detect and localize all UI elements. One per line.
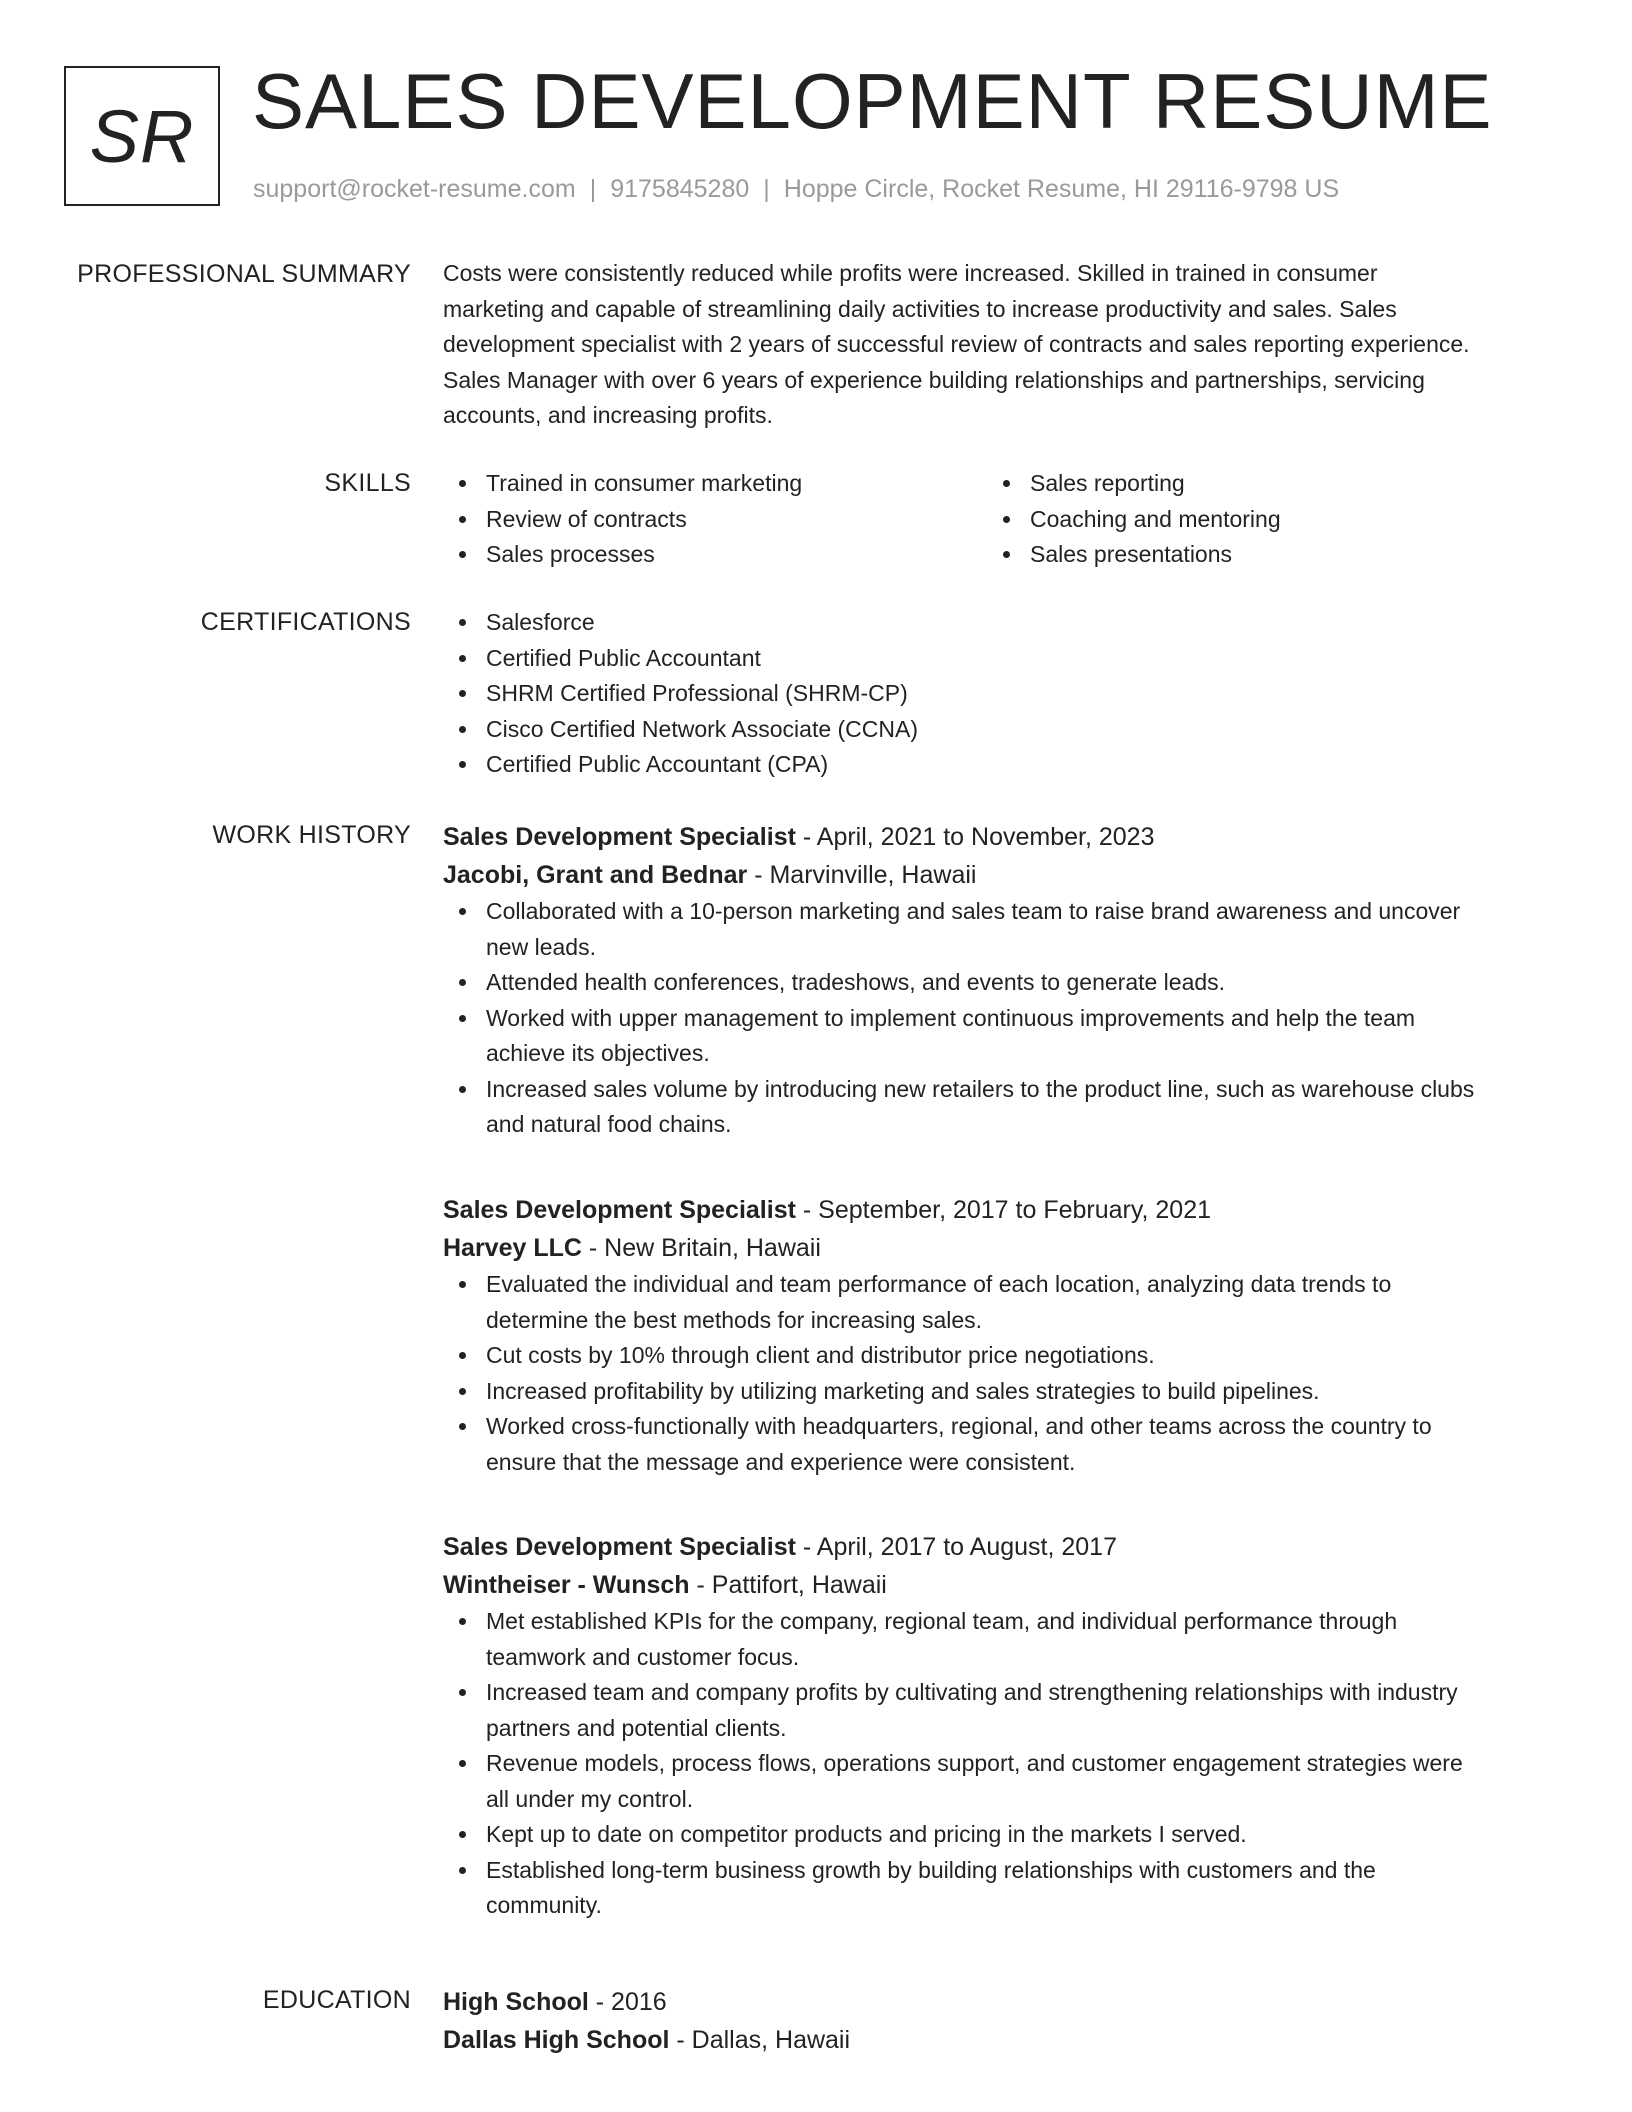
bullet-line: determine the best methods for increasing sales. — [486, 1306, 983, 1333]
job-company-line — [443, 856, 1563, 894]
job-location: - Pattifort, Hawaii — [689, 1571, 887, 1599]
contact-separator: | — [589, 175, 597, 203]
bullet-line: Cut costs by 10% through client and distributor price negotiations. — [486, 1342, 1155, 1368]
bullet-line: Increased team and company profits by cultivating and strengthening relationships with industry — [486, 1679, 1458, 1705]
education-school-line — [443, 2021, 1563, 2059]
job-entry — [443, 1528, 1563, 1924]
job-company: Harvey LLC — [443, 1234, 582, 1262]
section-label-work-history: WORK HISTORY — [212, 821, 411, 849]
education-location: - Dallas, Hawaii — [669, 2026, 851, 2054]
job-bullet — [443, 1604, 1563, 1675]
bullet-line: Attended health conferences, tradeshows, and events to generate leads. — [486, 969, 1226, 995]
monogram-text: SR — [89, 94, 195, 178]
skills-list-left — [443, 466, 987, 573]
section-label-summary: PROFESSIONAL SUMMARY — [77, 260, 411, 288]
education-school: Dallas High School — [443, 2026, 670, 2054]
job-dates: - April, 2017 to August, 2017 — [795, 1533, 1117, 1561]
job-entry — [443, 1191, 1563, 1480]
job-bullet — [443, 1001, 1563, 1072]
job-bullet — [443, 894, 1563, 965]
job-bullet — [443, 1853, 1563, 1924]
contact-address: Hoppe Circle, Rocket Resume, HI 29116-9798 US — [783, 175, 1340, 203]
bullet-line: partners and potential clients. — [486, 1714, 787, 1741]
job-dates: - September, 2017 to February, 2021 — [795, 1196, 1212, 1224]
job-bullet — [443, 1409, 1563, 1480]
job-title-line — [443, 818, 1563, 856]
job-company-line — [443, 1229, 1563, 1267]
bullet-line: Revenue models, process flows, operations support, and customer engagement strategies were — [486, 1750, 1463, 1776]
job-bullet-list — [443, 894, 1563, 1143]
job-bullet — [443, 1267, 1563, 1338]
resume-title: SALES DEVELOPMENT RESUME — [252, 57, 1493, 145]
skill-item: Sales reporting — [987, 466, 1531, 502]
summary-line: Costs were consistently reduced while profits were increased. Skilled in trained in consumer — [443, 260, 1378, 286]
bullet-line: and natural food chains. — [486, 1111, 732, 1137]
summary-content — [443, 256, 1563, 434]
summary-line: development specialist with 2 years of successful review of contracts and sales reporting experience. — [443, 331, 1470, 357]
job-bullet — [443, 1817, 1563, 1853]
job-title: Sales Development Specialist — [443, 1533, 796, 1561]
skills-grid — [443, 466, 1563, 573]
certification-item: Salesforce — [443, 605, 1563, 641]
bullet-line: new leads. — [486, 933, 596, 960]
education-degree: High School — [443, 1988, 589, 2016]
summary-line: Sales Manager with over 6 years of experience building relationships and partnerships, servicing — [443, 366, 1425, 393]
section-label-education: EDUCATION — [262, 1986, 411, 2014]
education-content — [443, 1983, 1563, 2059]
skill-item: Sales presentations — [987, 537, 1531, 573]
bullet-line: Worked cross-functionally with headquarters, regional, and other teams across the country to — [486, 1413, 1432, 1439]
job-location: - Marvinville, Hawaii — [747, 861, 977, 889]
section-label-skills: SKILLS — [324, 469, 411, 497]
job-bullet-list — [443, 1604, 1563, 1924]
contact-phone[interactable]: 9175845280 — [610, 175, 750, 203]
bullet-line: ensure that the message and experience were consistent. — [486, 1448, 1076, 1475]
certification-item: Cisco Certified Network Associate (CCNA) — [443, 712, 1563, 748]
job-bullet — [443, 1338, 1563, 1374]
education-year: - 2016 — [588, 1988, 667, 2016]
job-company: Wintheiser - Wunsch — [443, 1571, 690, 1599]
job-location: - New Britain, Hawaii — [581, 1234, 821, 1262]
section-label-certifications: CERTIFICATIONS — [200, 608, 411, 636]
contact-separator: | — [763, 175, 770, 203]
bullet-line: Met established KPIs for the company, regional team, and individual performance through — [486, 1608, 1398, 1634]
summary-line: accounts, and increasing profits. — [443, 402, 773, 428]
summary-line: marketing and capable of streamlining daily activities to increase productivity and sales. Sales — [443, 295, 1397, 322]
bullet-line: Evaluated the individual and team performance of each location, analyzing data trends to — [486, 1271, 1392, 1297]
job-company-line — [443, 1566, 1563, 1604]
certifications-list — [443, 605, 1563, 783]
job-bullet — [443, 1746, 1563, 1817]
bullet-line: Established long-term business growth by building relationships with customers and the — [486, 1856, 1376, 1883]
skill-item: Trained in consumer marketing — [443, 466, 987, 502]
skills-list-right — [987, 466, 1531, 573]
skill-item: Review of contracts — [443, 502, 987, 538]
job-bullet — [443, 965, 1563, 1001]
job-title: Sales Development Specialist — [443, 823, 796, 851]
job-bullet-list — [443, 1267, 1563, 1480]
certification-item: SHRM Certified Professional (SHRM-CP) — [443, 676, 1563, 712]
certification-item: Certified Public Accountant (CPA) — [443, 747, 1563, 783]
bullet-line: Kept up to date on competitor products and pricing in the markets I served. — [486, 1821, 1247, 1847]
job-title: Sales Development Specialist — [443, 1196, 796, 1224]
certification-item: Certified Public Accountant — [443, 641, 1563, 677]
bullet-line: all under my control. — [486, 1785, 694, 1812]
bullet-line: teamwork and customer focus. — [486, 1643, 800, 1670]
contact-line — [253, 174, 1339, 204]
bullet-line: community. — [486, 1892, 602, 1918]
monogram-badge — [64, 66, 220, 206]
job-bullet — [443, 1675, 1563, 1746]
skill-item: Sales processes — [443, 537, 987, 573]
job-bullet — [443, 1374, 1563, 1410]
job-title-line — [443, 1191, 1563, 1229]
job-title-line — [443, 1528, 1563, 1566]
bullet-line: achieve its objectives. — [486, 1040, 710, 1066]
job-company: Jacobi, Grant and Bednar — [443, 861, 748, 889]
contact-email[interactable]: support@rocket-resume.com — [253, 175, 576, 203]
certifications-content — [443, 605, 1563, 783]
bullet-line: Increased profitability by utilizing marketing and sales strategies to build pipelines. — [486, 1377, 1320, 1404]
job-dates: - April, 2021 to November, 2023 — [795, 823, 1155, 851]
bullet-line: Collaborated with a 10-person marketing and sales team to raise brand awareness and uncover — [486, 898, 1461, 924]
bullet-line: Worked with upper management to implement continuous improvements and help the team — [486, 1004, 1416, 1031]
education-degree-line — [443, 1983, 1563, 2021]
bullet-line: Increased sales volume by introducing new retailers to the product line, such as warehouse clubs — [486, 1075, 1475, 1102]
job-entry — [443, 818, 1563, 1143]
job-bullet — [443, 1072, 1563, 1143]
skill-item: Coaching and mentoring — [987, 502, 1531, 538]
